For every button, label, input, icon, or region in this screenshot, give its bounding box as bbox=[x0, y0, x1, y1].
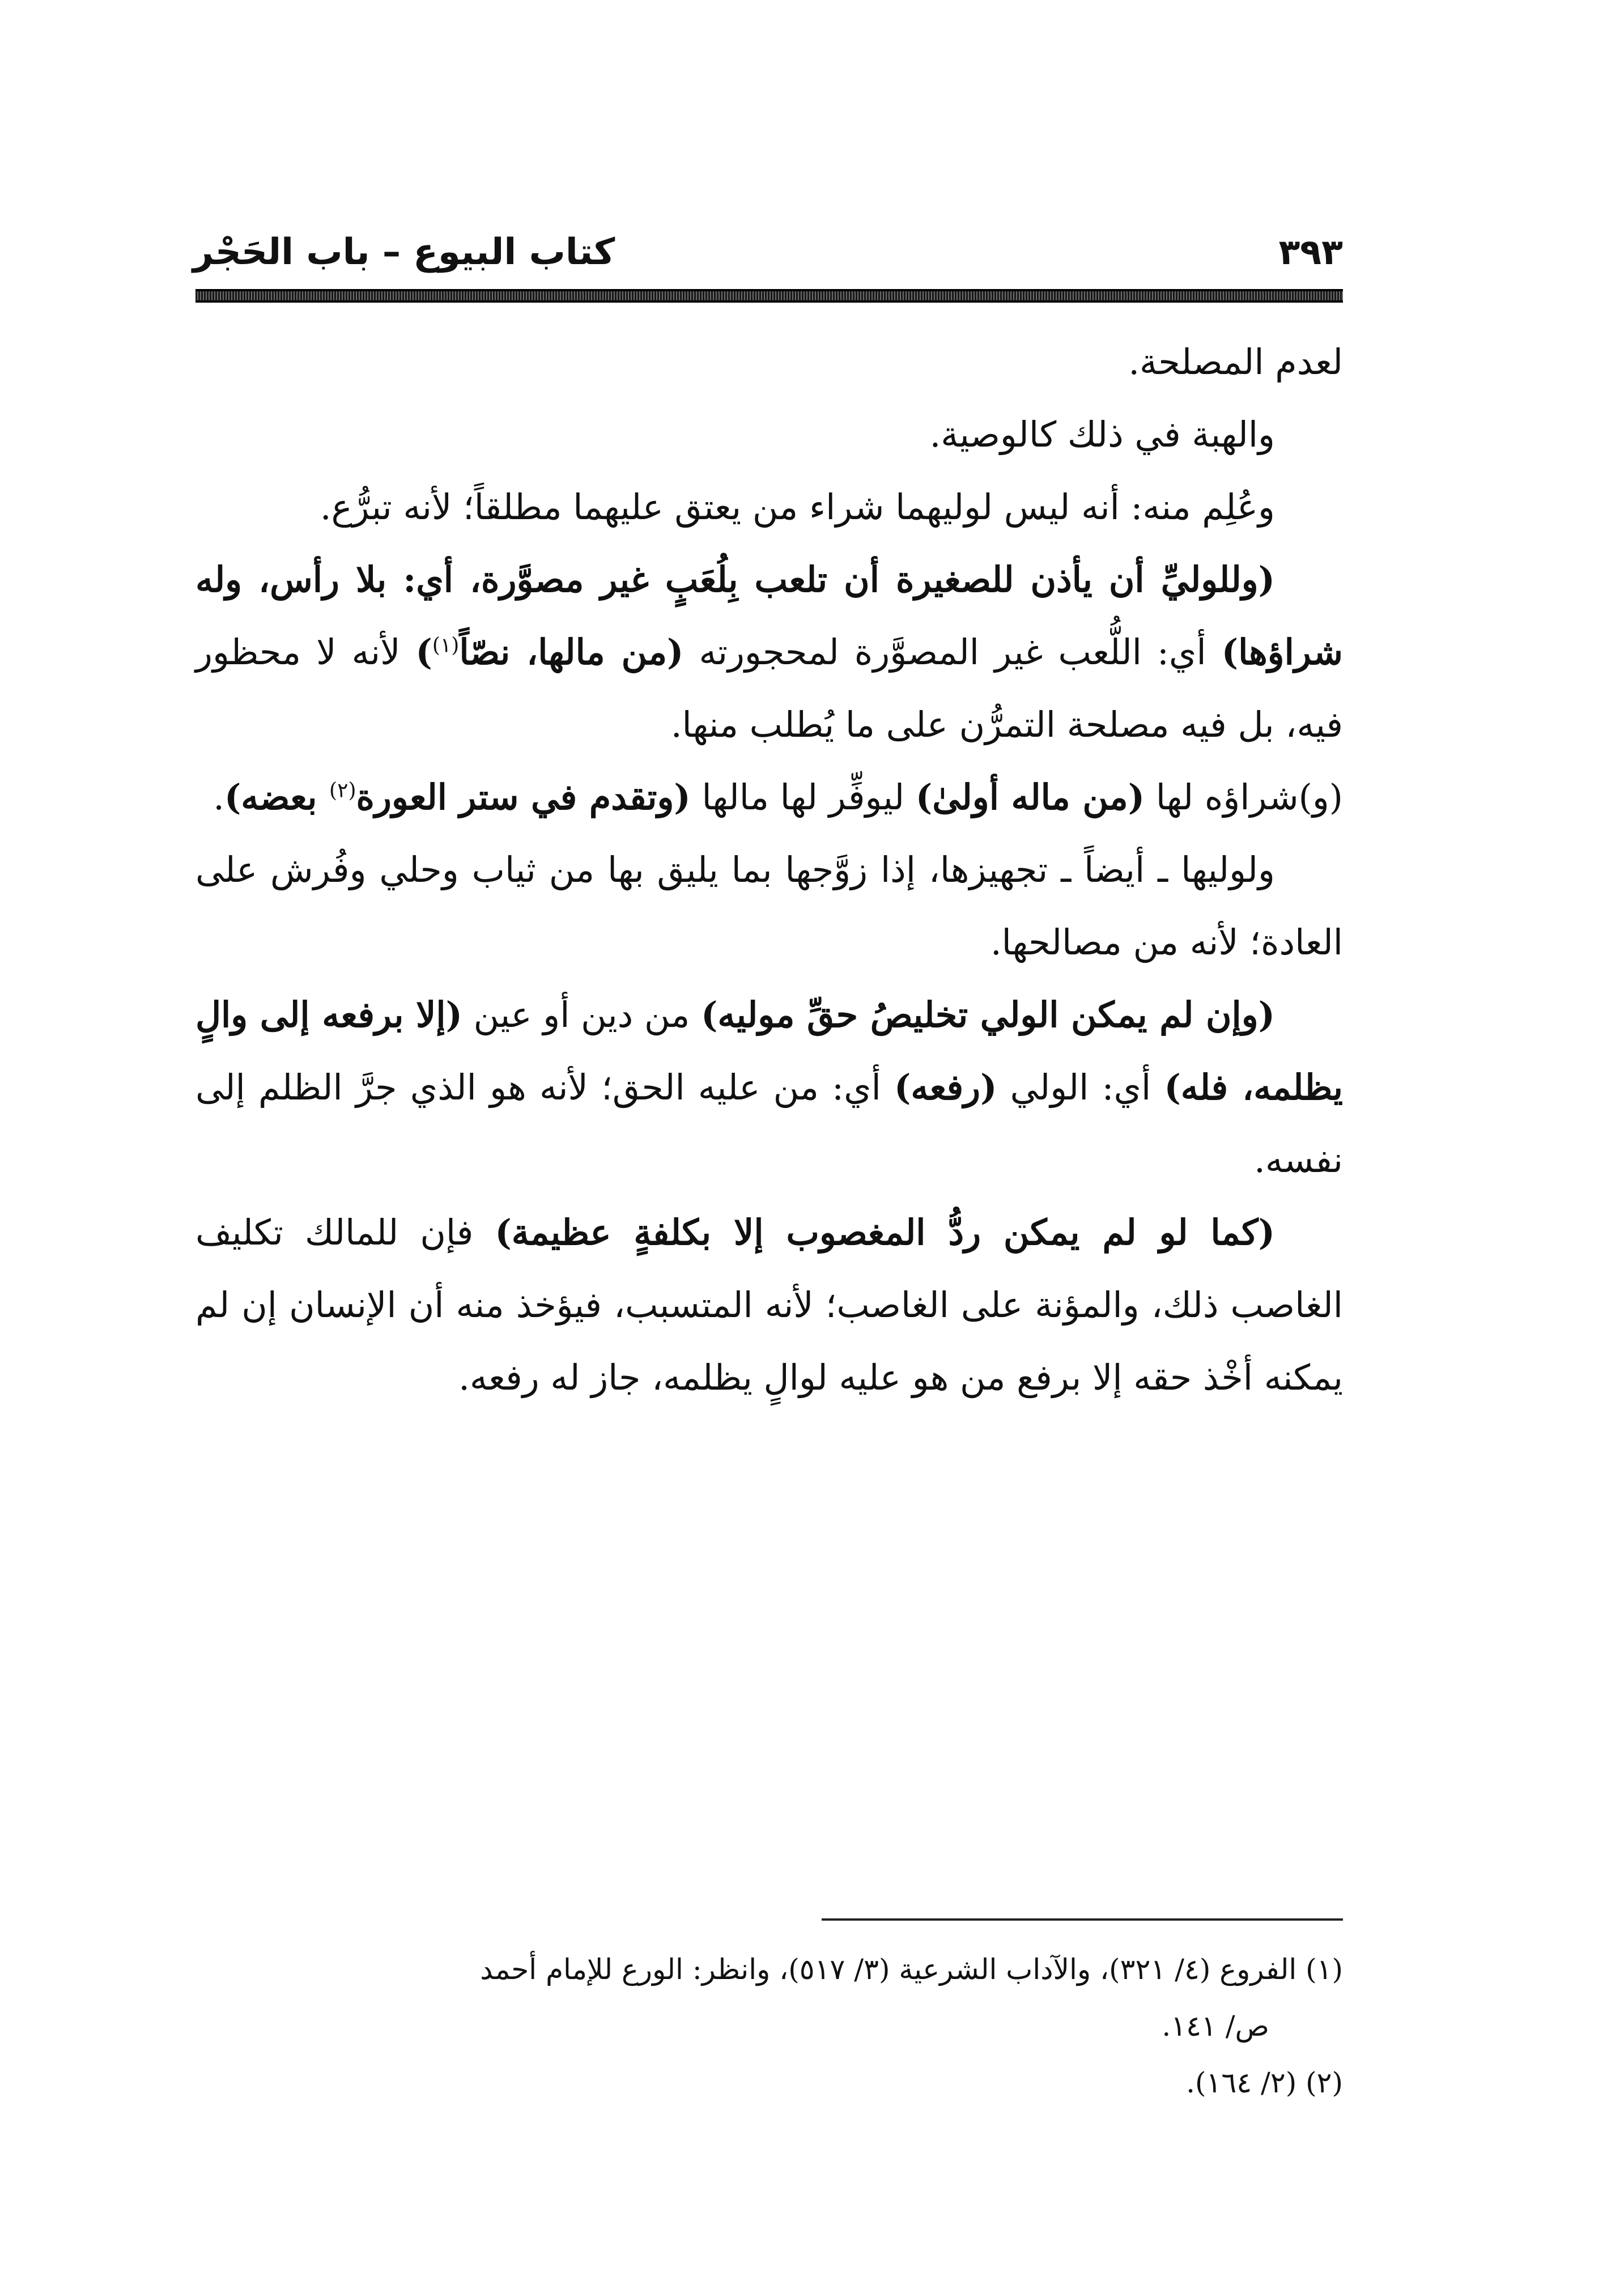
header-rule bbox=[195, 289, 1343, 303]
paragraph-4 bbox=[195, 543, 1343, 761]
footnote-separator bbox=[822, 1918, 1343, 1921]
paragraph-2: والهبة في ذلك كالوصية. bbox=[929, 414, 1275, 455]
running-header bbox=[193, 224, 1343, 286]
sharh-text: أي: من عليه الحق؛ لأنه هو الذي جرَّ الظلم إلى نفسه. bbox=[195, 1067, 1343, 1181]
matn-text: (وإن لم يمكن الولي تخليصُ حقِّ موليه) bbox=[701, 994, 1276, 1035]
sharh-text: ليوفِّر لها مالها bbox=[690, 776, 916, 818]
paragraph-8 bbox=[195, 1196, 1343, 1414]
matn-text: (وللوليِّ أن يأذن للصغيرة أن تلعب بِلُعَبٍ غير مصوَّرة، أي: بلا رأس، وله شراؤها) bbox=[195, 559, 1344, 673]
sharh-text: أي: اللُّعب غير المصوَّرة لمحجورته bbox=[683, 631, 1222, 673]
footnote-2: (٢) (٢/ ١٦٤). bbox=[1186, 2066, 1343, 2099]
matn-text: (من مالها، نصّاً bbox=[459, 631, 684, 673]
main-text bbox=[195, 326, 1343, 1414]
sharh-text: من دين أو عين bbox=[462, 994, 702, 1035]
page-number: ٣٩٣ bbox=[1278, 231, 1343, 273]
footnote-1-continuation: ص/ ١٤١. bbox=[1162, 2010, 1269, 2043]
matn-text: ) bbox=[415, 631, 432, 673]
sharh-text: أي: الولي bbox=[997, 1067, 1164, 1108]
footnote-ref-1[interactable]: (١) bbox=[432, 634, 460, 657]
paragraph-3: وعُلِم منه: أنه ليس لوليهما شراء من يعتق عليهما مطلقاً؛ لأنه تبرُّع. bbox=[320, 486, 1275, 528]
chapter-title: كتاب البيوع – باب الحَجْر bbox=[193, 231, 615, 273]
matn-text: (إلا برفعه إلى والٍ يظلمه، فله) bbox=[195, 994, 1344, 1108]
matn-text: (كما لو لم يمكن ردُّ المغصوب إلا بكلفةٍ عظيمة) bbox=[495, 1212, 1275, 1253]
matn-text: (رفعه) bbox=[894, 1067, 997, 1108]
paragraph-5 bbox=[195, 761, 1343, 834]
matn-text: (وتقدم في ستر العورة bbox=[356, 776, 691, 818]
footnote-ref-2[interactable]: (٢) bbox=[329, 779, 356, 802]
sharh-text: لأنه لا محظور فيه، بل فيه مصلحة التمرُّن على ما يُطلب منها. bbox=[195, 631, 1343, 745]
paragraph-1: لعدم المصلحة. bbox=[1128, 341, 1343, 383]
sharh-text: فإن للمالك تكليف الغاصب ذلك، والمؤنة على الغاصب؛ لأنه المتسبب، فيؤخذ منه أن الإنسان إن لم يمكنه أخْذ حقه إلا برفع من هو عليه لوالٍ يظلمه، جاز له رفعه. bbox=[195, 1212, 1343, 1398]
sharh-text: . bbox=[213, 776, 224, 818]
matn-text: بعضه) bbox=[224, 776, 330, 818]
footnotes bbox=[195, 1941, 1343, 2111]
paragraph-6: ولوليها ـ أيضاً ـ تجهيزها، إذا زوَّجها بما يليق بها من ثياب وحلي وفُرش على العادة؛ لأنه من مصالحها. bbox=[195, 849, 1343, 963]
matn-text: (من ماله أولىٰ) bbox=[915, 776, 1145, 818]
footnote-1: (١) الفروع (٤/ ٣٢١)، والآداب الشرعية (٣/ ٥١٧)، وانظر: الورع للإمام أحمد bbox=[480, 1953, 1343, 1986]
sharh-text: (و)شراؤه لها bbox=[1145, 776, 1343, 818]
paragraph-7 bbox=[195, 979, 1343, 1196]
